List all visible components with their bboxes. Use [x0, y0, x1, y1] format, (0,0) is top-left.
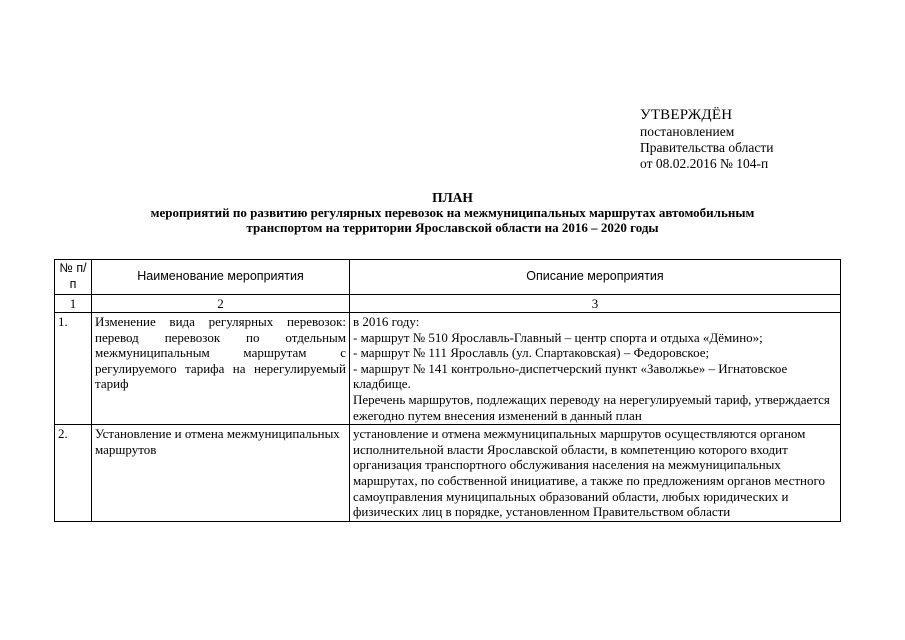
row-description: [350, 313, 841, 425]
plan-table: [54, 259, 841, 522]
document-title: [60, 190, 845, 235]
row-num: 2.: [55, 425, 92, 522]
column-number: 3: [350, 295, 841, 313]
description-line: установление и отмена межмуниципальных маршрутов осуществляются органом исполнительной власти Ярославской области, в компетенцию которого входит организация транспортного обслуживания населения на межмуниципальных маршрутах, по собственной инициативе, а также по предложениям органов местного самоуправления муниципальных образований области, любых юридических и физических лиц в порядке, установленном Правительством области: [353, 426, 825, 520]
column-number-row: [55, 295, 841, 313]
description-line: - маршрут № 510 Ярославль-Главный – центр спорта и отдыха «Дёмино»;: [353, 329, 763, 345]
description-line: - маршрут № 141 контрольно-диспетчерский пункт «Заволжье» – Игнатовское кладбище.: [353, 360, 788, 392]
row-name: Установление и отмена межмуниципальных маршрутов: [92, 425, 350, 522]
approval-date: от 08.02.2016 № 104-п: [640, 156, 769, 171]
approval-line: Правительства области: [640, 140, 774, 155]
plan-subtitle: транспортом на территории Ярославской области на 2016 – 2020 годы: [246, 220, 659, 235]
column-number: 1: [55, 295, 92, 313]
table-row: [55, 425, 841, 522]
description-line: Перечень маршрутов, подлежащих переводу на нерегулируемый тариф, утверждается ежегодно путем внесения изменений в данный план: [353, 391, 830, 423]
plan-heading: ПЛАН: [432, 190, 473, 205]
column-number: 2: [92, 295, 350, 313]
plan-subtitle: мероприятий по развитию регулярных перевозок на межмуниципальных маршрутах автомобильным: [150, 205, 755, 220]
description-line: в 2016 году:: [353, 314, 420, 329]
header-num: № п/п: [55, 260, 92, 295]
row-description: [350, 425, 841, 522]
row-num: 1.: [55, 313, 92, 425]
approval-heading: УТВЕРЖДЁН: [640, 107, 733, 123]
table-row: [55, 313, 841, 425]
table-header-row: [55, 260, 841, 295]
approval-stamp: [640, 106, 880, 172]
approval-line: постановлением: [640, 124, 735, 139]
header-description: Описание мероприятия: [350, 260, 841, 295]
header-name: Наименование мероприятия: [92, 260, 350, 295]
row-name: Изменение вида регулярных перевозок: перевод перевозок по отдельным межмуниципальным маршрутам с регулируемого тарифа на нерегулируемый тариф: [92, 313, 350, 425]
description-line: - маршрут № 111 Ярославль (ул. Спартаковская) – Федоровское;: [353, 345, 710, 361]
